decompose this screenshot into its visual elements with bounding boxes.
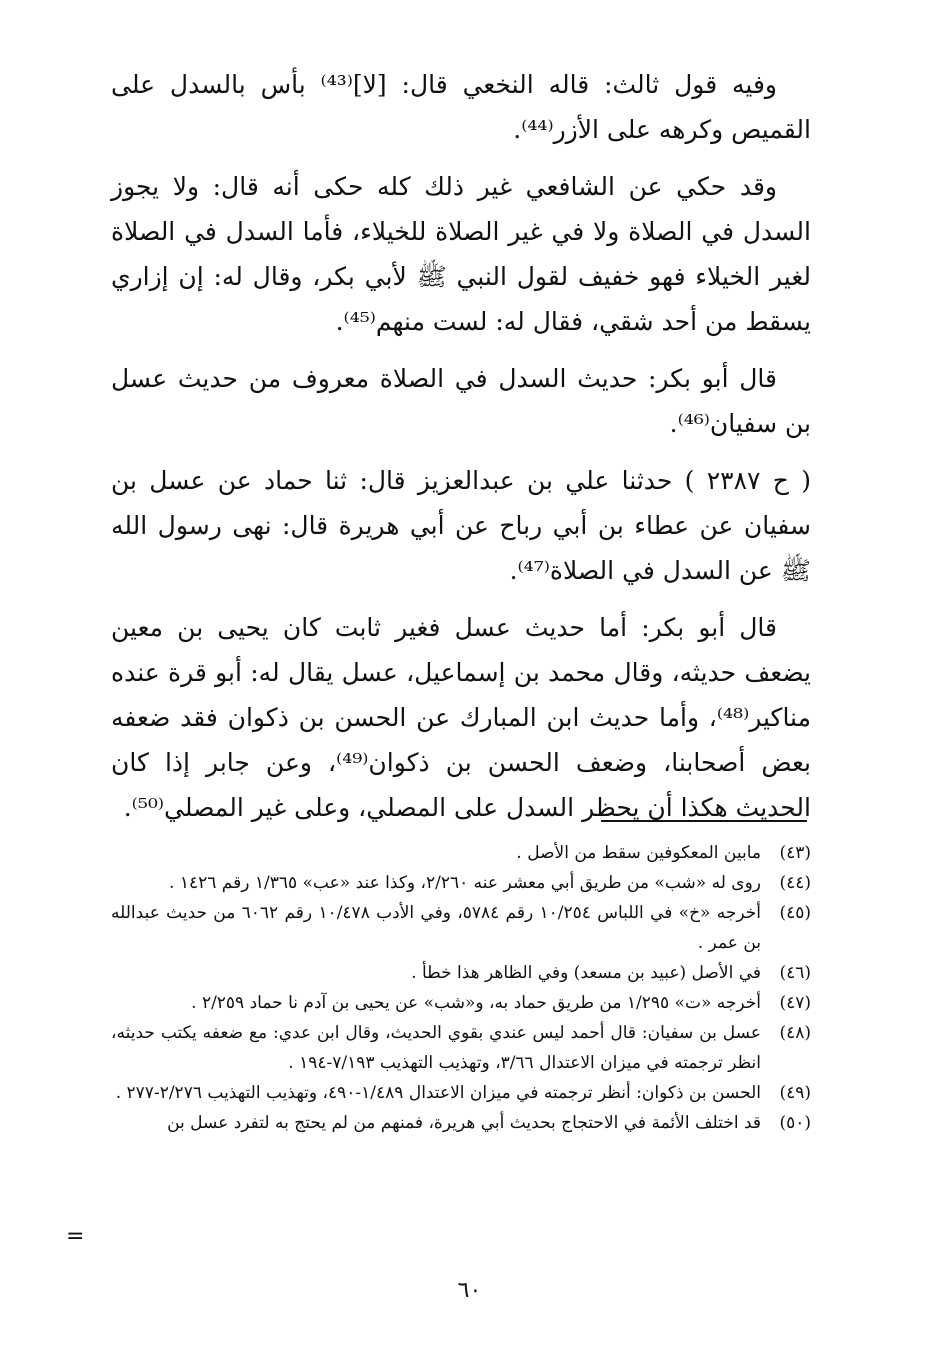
footnote-number: (٤٧) xyxy=(779,993,811,1013)
footnote-45 xyxy=(111,898,811,958)
footnote-number: (٤٣) xyxy=(779,843,811,863)
footnote-47 xyxy=(111,988,811,1018)
footnote-number: (٤٦) xyxy=(779,963,811,983)
footnote-number: (٤٤) xyxy=(779,873,811,893)
paragraph-3: قال أبو بكر: حديث السدل في الصلاة معروف من حديث عسل بن سفيان⁽⁴⁶⁾. xyxy=(111,364,811,438)
footnote-46 xyxy=(111,958,811,988)
footnote-50 xyxy=(111,1108,811,1138)
footnote-text: مابين المعكوفين سقط من الأصل . xyxy=(516,843,761,863)
footnotes xyxy=(111,838,811,1138)
footnote-text: الحسن بن ذكوان: أنظر ترجمته في ميزان الاعتدال ١/٤٨٩-٤٩٠، وتهذيب التهذيب ٢/٢٧٦-٢٧٧ . xyxy=(115,1083,761,1103)
footnote-text: قد اختلف الأئمة في الاحتجاج بحديث أبي هريرة، فمنهم من لم يحتج به لتفرد عسل بن xyxy=(167,1113,761,1133)
footnote-number: (٤٩) xyxy=(779,1083,811,1103)
footnote-44 xyxy=(111,868,811,898)
continuation-mark: = xyxy=(66,1224,85,1249)
footnote-number: (٤٨) xyxy=(779,1023,811,1043)
paragraph-1: وفيه قول ثالث: قاله النخعي قال: [لا]⁽⁴³⁾ بأس بالسدل على القميص وكرهه على الأزر⁽⁴⁴⁾. xyxy=(111,70,811,144)
footnote-43 xyxy=(111,838,811,868)
page-number: ٦٠ xyxy=(457,1278,482,1303)
footnote-number: (٤٥) xyxy=(779,903,811,923)
paragraph-2: وقد حكي عن الشافعي غير ذلك كله حكى أنه قال: ولا يجوز السدل في الصلاة ولا في غير الصلاة للخيلاء، فأما السدل في الصلاة لغير الخيلاء فهو خفيف لقول النبي ﷺ لأبي بكر، وقال له: إن إزاري يسقط من أحد شقي، فقال له: لست منهم⁽⁴⁵⁾. xyxy=(111,172,811,336)
footnote-text: أخرجه «خ» في اللباس ١٠/٢٥٤ رقم ٥٧٨٤، وفي الأدب ١٠/٤٧٨ رقم ٦٠٦٢ من حديث عبدالله بن عمر . xyxy=(111,903,761,953)
footnote-text: أخرجه «ت» ١/٢٩٥ من طريق حماد به، و«شب» عن يحيى بن آدم نا حماد ٢/٢٥٩ . xyxy=(191,993,761,1013)
footnote-text: في الأصل (عبيد بن مسعد) وفي الظاهر هذا خطأ . xyxy=(411,963,761,983)
footnote-49 xyxy=(111,1078,811,1108)
footnote-number: (٥٠) xyxy=(779,1113,811,1133)
footnote-text: عسل بن سفيان: قال أحمد ليس عندي بقوي الحديث، وقال ابن عدي: مع ضعفه يكتب حديثه، انظر ترجمته في ميزان الاعتدال ٣/٦٦، وتهذيب التهذيب ٧/١٩٣-١٩٤ . xyxy=(111,1023,761,1073)
footnote-48 xyxy=(111,1018,811,1078)
footnote-text: روى له «شب» من طريق أبي معشر عنه ٢/٢٦٠، وكذا عند «عب» ١/٣٦٥ رقم ١٤٢٦ . xyxy=(169,873,761,893)
main-text xyxy=(111,62,811,842)
footnote-separator xyxy=(601,820,807,822)
paragraph-4: ( ح ٢٣٨٧ ) حدثنا علي بن عبدالعزيز قال: ثنا حماد عن عسل بن سفيان عن عطاء بن أبي رباح عن أبي هريرة قال: نهى رسول الله ﷺ عن السدل في الصلاة⁽⁴⁷⁾. xyxy=(111,466,811,585)
paragraph-5: قال أبو بكر: أما حديث عسل فغير ثابت كان يحيى بن معين يضعف حديثه، وقال محمد بن إسماعيل، عسل يقال له: أبو قرة عنده مناكير⁽⁴⁸⁾، وأما حديث ابن المبارك عن الحسن بن ذكوان فقد ضعفه بعض أصحابنا، وضعف الحسن بن ذكوان⁽⁴⁹⁾، وعن جابر إذا كان الحديث هكذا أن يحظر السدل على المصلي، وعلى غير المصلي⁽⁵⁰⁾. xyxy=(111,613,812,822)
